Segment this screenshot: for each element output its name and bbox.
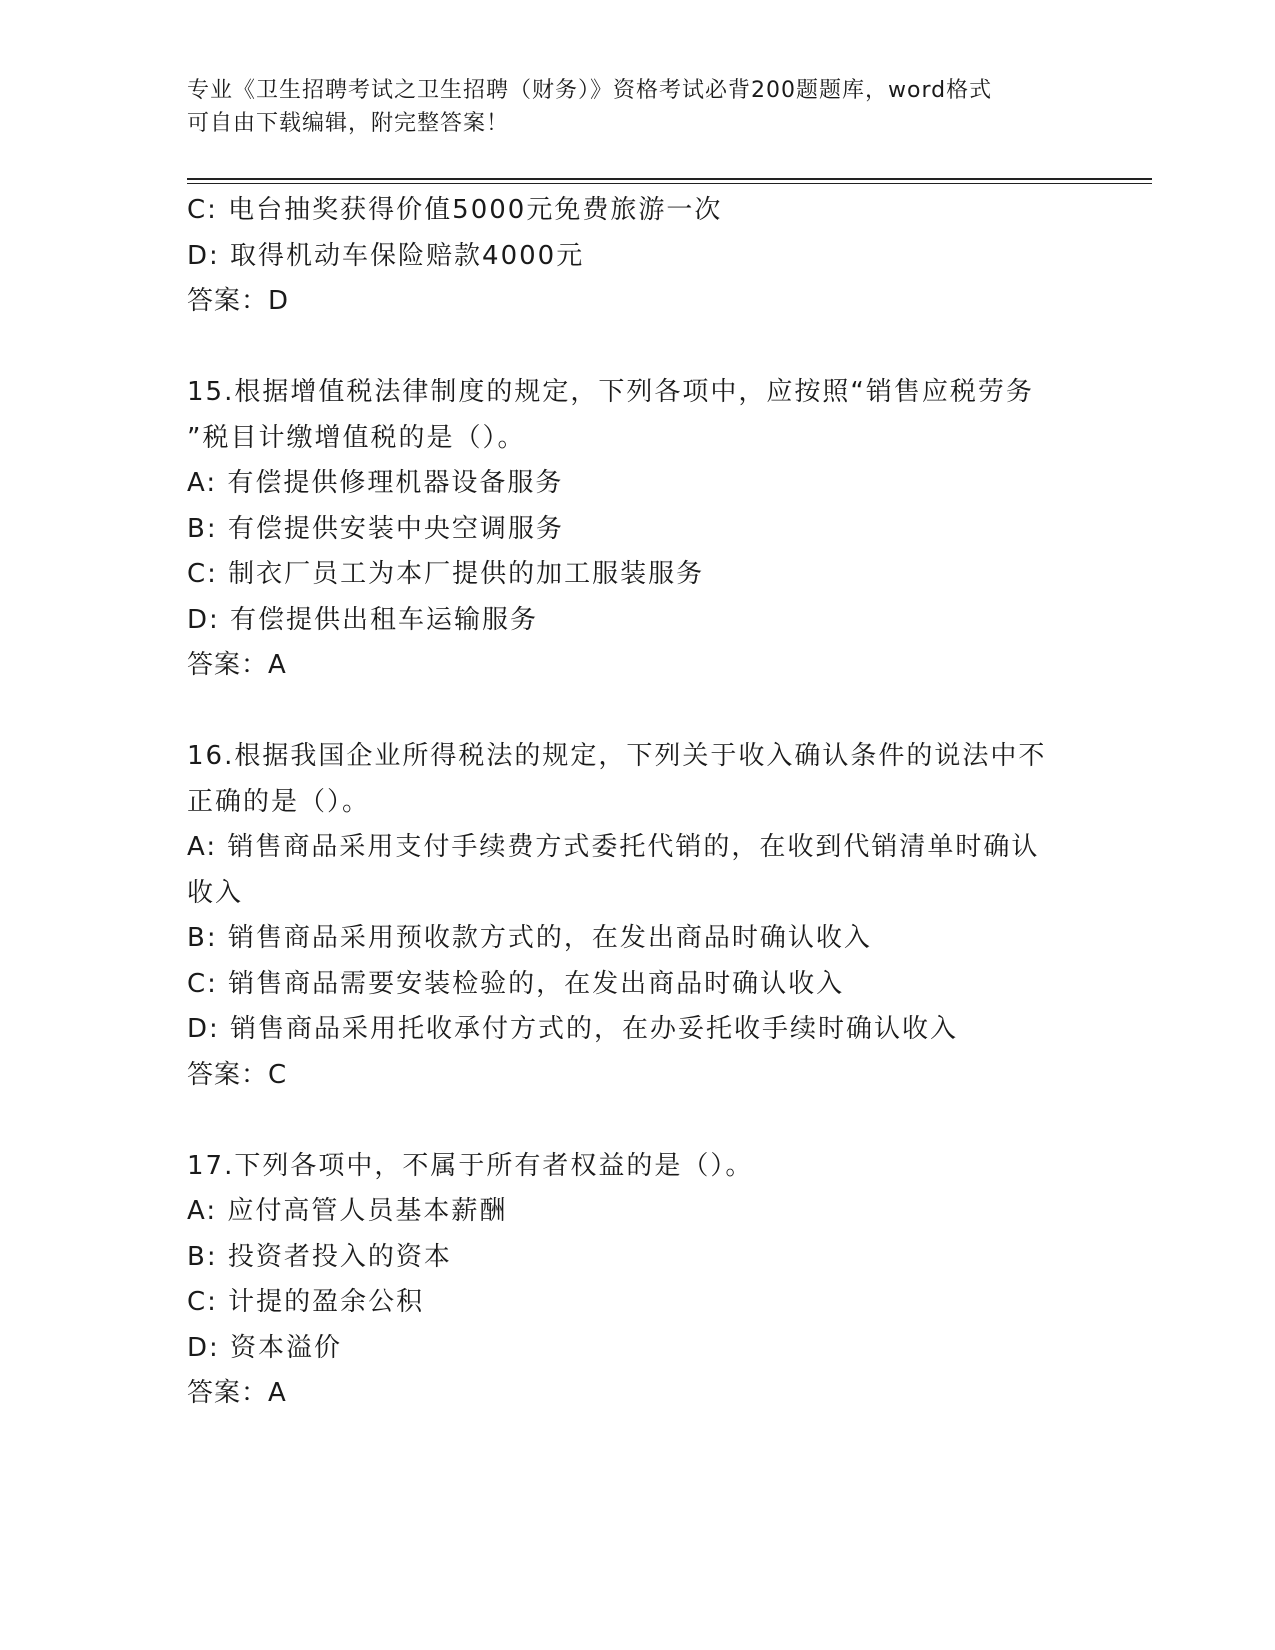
answer: 答案：D <box>187 286 290 316</box>
question-stem: 17.下列各项中，不属于所有者权益的是（）。 <box>187 1150 754 1181</box>
question-16 <box>187 734 1087 1098</box>
spacer <box>187 689 1087 735</box>
option-d: D: 销售商品采用托收承付方式的，在办妥托收手续时确认收入 <box>187 1014 959 1044</box>
spacer <box>187 325 1087 371</box>
header-line-2: 可自由下载编辑，附完整答案！ <box>187 111 510 136</box>
spacer <box>187 1098 1087 1144</box>
answer: 答案：A <box>187 650 287 680</box>
previous-question-tail <box>187 188 1087 325</box>
option-c: C: 电台抽奖获得价值5000元免费旅游一次 <box>187 195 723 225</box>
option-a: A: 有偿提供修理机器设备服务 <box>187 468 564 498</box>
option-b: B: 销售商品采用预收款方式的，在发出商品时确认收入 <box>187 923 872 953</box>
option-d: D: 资本溢价 <box>187 1332 343 1363</box>
answer: 答案：A <box>187 1378 287 1408</box>
question-15 <box>187 370 1087 689</box>
option-a: A: 销售商品采用支付手续费方式委托代销的，在收到代销清单时确认 <box>187 832 1040 862</box>
option-a-continued: 收入 <box>187 877 244 908</box>
question-17 <box>187 1144 1087 1417</box>
document-header <box>187 74 1067 140</box>
option-b: B: 有偿提供安装中央空调服务 <box>187 513 564 544</box>
option-b: B: 投资者投入的资本 <box>187 1241 452 1272</box>
header-line-1: 专业《卫生招聘考试之卫生招聘（财务）》资格考试必背200题题库，word格式 <box>187 78 993 103</box>
question-stem: 15.根据增值税法律制度的规定，下列各项中，应按照“销售应税劳务 <box>187 377 1034 407</box>
question-content <box>187 188 1087 1417</box>
option-d: D: 取得机动车保险赔款4000元 <box>187 240 585 271</box>
option-d: D: 有偿提供出租车运输服务 <box>187 604 539 635</box>
option-a: A: 应付高管人员基本薪酬 <box>187 1196 508 1226</box>
question-stem: 16.根据我国企业所得税法的规定，下列关于收入确认条件的说法中不 <box>187 741 1047 771</box>
question-stem-continued: 正确的是（）。 <box>187 786 371 817</box>
option-c: C: 制衣厂员工为本厂提供的加工服装服务 <box>187 559 705 589</box>
option-c: C: 销售商品需要安装检验的，在发出商品时确认收入 <box>187 968 845 999</box>
option-c: C: 计提的盈余公积 <box>187 1287 425 1317</box>
answer: 答案：C <box>187 1059 288 1090</box>
question-stem-continued: ”税目计缴增值税的是（）。 <box>187 422 526 453</box>
header-divider <box>187 178 1152 184</box>
